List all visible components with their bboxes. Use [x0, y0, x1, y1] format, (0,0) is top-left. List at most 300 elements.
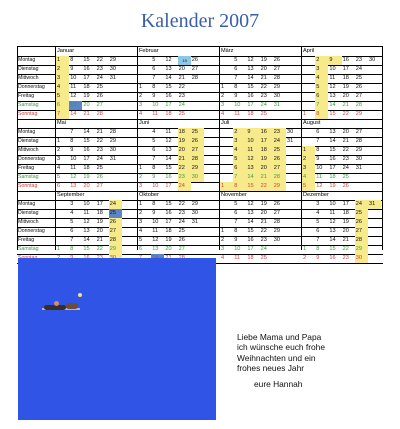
calendar-day: 8 — [233, 182, 246, 191]
calendar-day: 28 — [355, 138, 363, 144]
calendar-day: 27 — [191, 66, 199, 72]
calendar-day: 3 — [70, 201, 74, 207]
calendar-day: 10 — [234, 102, 241, 108]
calendar-day: 7 — [70, 129, 74, 135]
calendar-day: 30 — [191, 173, 204, 182]
calendar-day: 22 — [96, 57, 103, 63]
calendar-day: 15 — [246, 182, 259, 191]
calendar-day: 26 — [96, 93, 103, 99]
calendar-day: 8 — [152, 201, 156, 207]
calendar-day: 10 — [329, 66, 336, 72]
calendar-day: 5 — [302, 182, 315, 191]
calendar-day: 1 — [139, 165, 143, 171]
calendar-day: 25 — [355, 209, 368, 218]
calendar-day: 14 — [165, 156, 172, 162]
calendar-day: 8 — [70, 138, 74, 144]
calendar-day: 20 — [260, 66, 267, 72]
calendar-day: 19 — [342, 84, 349, 90]
calendar-day: 9 — [70, 147, 74, 153]
calendar-day: 22 — [260, 84, 267, 90]
calendar-day: 7 — [152, 75, 156, 81]
calendar-day: 5 — [70, 219, 74, 225]
calendar-day: 2 — [221, 93, 225, 99]
calendar-day: 3 — [56, 74, 69, 83]
calendar-day: 13 — [165, 147, 172, 153]
calendar-day: 12 — [247, 201, 254, 207]
day-label: Dienstag — [18, 210, 39, 216]
month-name: Januar — [57, 48, 75, 54]
calendar-day: 20 — [178, 66, 185, 72]
calendar-day: 20 — [342, 228, 349, 234]
calendar-day: 30 — [109, 147, 117, 153]
calendar-day: 29 — [191, 164, 204, 173]
calendar-day: 31 — [109, 75, 117, 81]
calendar-day: 2 — [139, 174, 143, 180]
calendar-day: 6 — [139, 246, 143, 252]
calendar-day: 21 — [178, 155, 191, 164]
calendar-day: 11 — [234, 111, 240, 117]
calendar-day: 6 — [56, 101, 69, 110]
calendar-day: 31 — [273, 102, 281, 108]
calendar-day: 15 — [329, 147, 336, 153]
calendar-day: 30 — [287, 129, 294, 135]
photo-shape — [66, 303, 78, 309]
calendar-day: 31 — [355, 165, 363, 171]
calendar-day: 26 — [96, 174, 103, 180]
calendar-day: 17 — [83, 156, 90, 162]
calendar-day: 3 — [315, 65, 328, 74]
calendar-day: 28 — [109, 129, 117, 135]
calendar-day: 5 — [139, 237, 143, 243]
calendar-day: 9 — [246, 128, 259, 137]
calendar-day: 26 — [178, 237, 185, 243]
day-label: Montag — [18, 129, 36, 135]
day-label: Montag — [18, 201, 36, 207]
calendar-day: 15 — [329, 111, 336, 117]
calendar-day: 6 — [152, 147, 156, 153]
calendar-day: 8 — [70, 57, 74, 63]
calendar-day: 1 — [303, 246, 307, 252]
calendar-day: 30 — [109, 66, 117, 72]
calendar-day: 13 — [247, 210, 254, 216]
calendar-day: 5 — [234, 57, 238, 63]
month-name: März — [221, 48, 234, 54]
month-name: November — [221, 192, 247, 198]
calendar-day: 19 — [96, 219, 103, 225]
calendar-day: 22 — [342, 246, 349, 252]
calendar-day: 31 — [109, 156, 117, 162]
calendar-day: 2 — [57, 147, 61, 153]
calendar-day: 19 — [329, 183, 336, 189]
calendar-day: 12 — [70, 93, 77, 99]
calendar-day: 6 — [315, 92, 328, 101]
calendar-day: 23 — [178, 173, 191, 182]
calendar-day: 22 — [342, 147, 349, 153]
calendar-day: 4 — [302, 173, 315, 182]
calendar-day: 2 — [56, 65, 69, 74]
month-name: September — [57, 192, 85, 198]
calendar-day: 20 — [260, 164, 273, 173]
calendar-day: 17 — [329, 165, 336, 171]
calendar-day: 10 — [70, 156, 77, 162]
calendar-day: 18 — [165, 111, 172, 117]
calendar-day: 16 — [165, 174, 172, 180]
calendar-day: 12 — [329, 219, 336, 225]
calendar-day: 25 — [260, 255, 267, 261]
calendar-day: 6 — [234, 66, 238, 72]
calendar-day: 9 — [152, 210, 156, 216]
calendar-day: 3 — [221, 102, 225, 108]
calendar-day: 19 — [260, 57, 267, 63]
calendar-day: 8 — [234, 84, 238, 90]
calendar-day: 20 — [96, 228, 103, 234]
calendar-day: 16 — [83, 147, 90, 153]
calendar-day: 24 — [96, 156, 103, 162]
day-label: Dienstag — [18, 138, 39, 144]
calendar-day: 25 — [109, 209, 122, 218]
calendar-day: 19 — [83, 93, 90, 99]
calendar-day: 3 — [139, 183, 143, 189]
calendar-day: 7 — [234, 75, 238, 81]
calendar-day: 17 — [247, 102, 254, 108]
calendar-day: 15 — [83, 138, 90, 144]
calendar-day: 25 — [178, 111, 185, 117]
calendar-day: 6 — [57, 183, 61, 189]
grid-line — [137, 46, 138, 250]
calendar-day: 16 — [329, 156, 336, 162]
calendar-day: 1 — [303, 111, 307, 117]
calendar-day: 22 — [260, 182, 273, 191]
calendar-day: 10 — [234, 246, 241, 252]
calendar-day: 20 — [342, 93, 349, 99]
photo-shape — [78, 293, 82, 297]
calendar-grid — [17, 46, 383, 261]
calendar-day: 6 — [316, 129, 320, 135]
calendar-day: 14 — [70, 111, 77, 117]
calendar-day: 21 — [83, 111, 90, 117]
calendar-day: 29 — [109, 57, 117, 63]
calendar-day: 17 — [96, 201, 103, 207]
calendar-day: 8 — [316, 147, 320, 153]
photo-shape — [54, 301, 59, 306]
calendar-day: 3 — [221, 246, 225, 252]
calendar-day: 16 — [83, 66, 90, 72]
calendar-day: 20 — [165, 246, 172, 252]
calendar-day: 10 — [152, 102, 159, 108]
calendar-day: 3 — [57, 156, 61, 162]
calendar-day: 11 — [246, 146, 259, 155]
calendar-day: 12 — [70, 174, 77, 180]
calendar-day: 25 — [355, 75, 363, 81]
day-label: Sonntag — [18, 183, 38, 189]
grid-line — [55, 46, 56, 250]
calendar-day: 7 — [316, 237, 320, 243]
calendar-day: 26 — [109, 218, 122, 227]
day-label: Sonntag — [18, 111, 38, 117]
calendar-day: 22 — [96, 246, 103, 252]
calendar-day: 14 — [165, 75, 172, 81]
greeting-line: ich wünsche euch frohe — [237, 342, 325, 353]
calendar-day: 13 — [329, 228, 336, 234]
calendar-day: 13 — [70, 183, 77, 189]
calendar-day: 13 — [165, 66, 172, 72]
calendar-day: 6 — [316, 228, 320, 234]
calendar-day: 25 — [260, 111, 267, 117]
calendar-day: 2 — [233, 128, 246, 137]
calendar-day: 5 — [315, 83, 328, 92]
calendar-day: 23 — [178, 93, 185, 99]
calendar-day: 4 — [139, 111, 143, 117]
calendar-day: 29 — [273, 228, 281, 234]
calendar-day: 3 — [139, 219, 143, 225]
greeting-line: frohes neues Jahr — [237, 362, 305, 373]
calendar-day: 12 — [165, 57, 172, 63]
grid-line — [17, 119, 383, 120]
day-label: Montag — [18, 57, 36, 63]
calendar-day: 13 — [329, 93, 336, 99]
calendar-day: 29 — [191, 201, 199, 207]
calendar-day: 31 — [368, 200, 381, 209]
calendar-day: 30 — [369, 57, 376, 63]
calendar-day: 12 — [329, 84, 336, 90]
calendar-day: 10 — [316, 165, 323, 171]
calendar-day: 15 — [247, 84, 254, 90]
calendar-day: 8 — [70, 246, 74, 252]
calendar-day: 19 — [83, 174, 90, 180]
signature: eure Hannah — [254, 379, 303, 389]
calendar-day: 21 — [260, 173, 273, 182]
calendar-day: 30 — [355, 254, 368, 263]
calendar-day: 3 — [233, 137, 246, 146]
calendar-day: 1 — [139, 201, 143, 207]
calendar-day: 5 — [56, 92, 69, 101]
calendar-day: 28 — [273, 219, 281, 225]
calendar-day: 25 — [178, 228, 185, 234]
calendar-day: 11 — [152, 228, 158, 234]
calendar-day: 19 — [178, 56, 191, 65]
calendar-day: 12 — [246, 155, 259, 164]
month-name: Oktober — [139, 192, 159, 198]
calendar-day: 12 — [316, 183, 323, 189]
calendar-day: 4 — [152, 129, 156, 135]
calendar-day: 11 — [70, 84, 76, 90]
calendar-day: 27 — [273, 66, 281, 72]
calendar-day: 11 — [316, 174, 322, 180]
calendar-day: 18 — [342, 75, 349, 81]
calendar-day: 14 — [246, 173, 259, 182]
calendar-day: 23 — [273, 128, 286, 137]
calendar-day: 27 — [96, 183, 103, 189]
calendar-day: 7 — [315, 101, 328, 110]
month-name: Mai — [57, 120, 67, 126]
calendar-day: 24 — [273, 137, 286, 146]
calendar-day: 16 — [165, 210, 172, 216]
calendar-day: 5 — [233, 155, 246, 164]
calendar-day: 5 — [316, 219, 320, 225]
photo — [18, 258, 216, 420]
calendar-day: 11 — [329, 75, 336, 81]
page-title: Kalender 2007 — [140, 10, 260, 32]
calendar-day: 5 — [57, 174, 61, 180]
calendar-day: 15 — [83, 57, 90, 63]
calendar-day: 16 — [247, 93, 254, 99]
calendar-day: 22 — [178, 164, 191, 173]
calendar-day: 1 — [57, 138, 61, 144]
calendar-day: 14 — [329, 102, 336, 108]
calendar-day: 26 — [273, 155, 286, 164]
calendar-day: 20 — [342, 129, 349, 135]
calendar-day: 4 — [57, 165, 61, 171]
calendar-day: 17 — [342, 66, 349, 72]
day-label: Samstag — [18, 174, 39, 180]
calendar-day: 27 — [355, 227, 368, 236]
calendar-day: 29 — [355, 245, 368, 254]
calendar-day: 1 — [221, 84, 225, 90]
calendar-day: 7 — [70, 237, 74, 243]
calendar-day: 24 — [178, 102, 185, 108]
calendar-day: 8 — [315, 110, 328, 119]
calendar-day: 21 — [178, 75, 185, 81]
calendar-day: 30 — [191, 210, 199, 216]
month-name: Dezember — [303, 192, 329, 198]
calendar-day: 24 — [355, 66, 363, 72]
calendar-day: 26 — [355, 84, 363, 90]
calendar-day: 1 — [221, 228, 225, 234]
calendar-day: 7 — [152, 156, 156, 162]
calendar-day: 11 — [83, 210, 90, 216]
day-label: Dienstag — [18, 66, 39, 72]
calendar-day: 11 — [70, 165, 76, 171]
calendar-day: 21 — [260, 219, 267, 225]
calendar-day: 24 — [96, 75, 103, 81]
calendar-day: 21 — [96, 237, 103, 243]
calendar-day: 16 — [342, 57, 349, 63]
calendar-day: 2 — [221, 237, 225, 243]
calendar-day: 4 — [70, 210, 74, 216]
calendar-day: 1 — [139, 84, 143, 90]
calendar-day: 9 — [316, 255, 320, 261]
calendar-day: 29 — [109, 245, 122, 254]
calendar-day: 8 — [234, 228, 238, 234]
day-label: Donnerstag — [18, 84, 45, 90]
calendar-day: 2 — [303, 255, 307, 261]
calendar-day: 28 — [273, 75, 281, 81]
calendar-day: 4 — [221, 255, 225, 261]
calendar-day: 24 — [178, 182, 191, 191]
calendar-day: 29 — [109, 138, 117, 144]
calendar-day: 9 — [70, 66, 74, 72]
calendar-day: 11 — [152, 111, 158, 117]
calendar-day: 15 — [165, 165, 172, 171]
calendar-day: 19 — [342, 219, 349, 225]
calendar-day: 13 — [83, 228, 90, 234]
calendar-day: 20 — [260, 210, 267, 216]
calendar-day: 19 — [260, 155, 273, 164]
calendar-day: 6 — [152, 66, 156, 72]
day-label: Mittwoch — [18, 75, 39, 81]
calendar-day: 18 — [83, 84, 90, 90]
calendar-day: 17 — [165, 183, 172, 189]
calendar-day: 9 — [152, 93, 156, 99]
calendar-day: 23 — [178, 210, 185, 216]
day-label: Freitag — [18, 165, 35, 171]
calendar-day: 23 — [355, 57, 363, 63]
calendar-day: 27 — [96, 102, 103, 108]
calendar-day: 24 — [355, 200, 368, 209]
calendar-day: 22 — [178, 201, 185, 207]
calendar-day: 15 — [83, 246, 90, 252]
grid-line — [219, 46, 220, 250]
month-name: August — [303, 120, 321, 126]
calendar-day: 29 — [355, 147, 363, 153]
calendar-day: 12 — [152, 237, 159, 243]
calendar-day: 11 — [234, 255, 240, 261]
calendar-day: 17 — [260, 137, 273, 146]
calendar-day: 10 — [329, 201, 336, 207]
month-name: Februar — [139, 48, 159, 54]
calendar-day: 7 — [234, 219, 238, 225]
calendar-day: 25 — [96, 84, 103, 90]
calendar-day: 2 — [315, 56, 328, 65]
calendar-day: 28 — [355, 102, 363, 108]
grid-line — [382, 46, 383, 250]
calendar-day: 12 — [165, 138, 172, 144]
month-name: April — [303, 48, 315, 54]
calendar-day: 14 — [247, 219, 254, 225]
calendar-day: 4 — [221, 111, 225, 117]
calendar-day: 12 — [247, 57, 254, 63]
calendar-day: 1 — [302, 146, 315, 155]
calendar-day: 27 — [273, 164, 286, 173]
calendar-day: 15 — [165, 84, 172, 90]
calendar-day: 18 — [83, 165, 90, 171]
calendar-day: 4 — [233, 146, 246, 155]
calendar-day: 7 — [316, 138, 320, 144]
calendar-day: 19 — [165, 237, 172, 243]
calendar-day: 10 — [152, 183, 159, 189]
day-label: Donnerstag — [18, 156, 45, 162]
calendar-day: 3 — [139, 102, 143, 108]
calendar-day: 21 — [342, 138, 349, 144]
calendar-day: 25 — [273, 146, 286, 155]
calendar-day: 27 — [355, 129, 363, 135]
calendar-day: 10 — [83, 201, 90, 207]
calendar-day: 26 — [191, 57, 199, 63]
calendar-day: 18 — [260, 146, 273, 155]
grid-line — [17, 46, 18, 250]
month-name: Juni — [139, 120, 150, 126]
calendar-day: 18 — [165, 228, 172, 234]
calendar-day: 29 — [273, 84, 281, 90]
calendar-day: 2 — [302, 155, 315, 164]
calendar-day: 21 — [96, 129, 103, 135]
calendar-day: 24 — [260, 102, 267, 108]
calendar-day: 18 — [329, 174, 336, 180]
calendar-day: 3 — [302, 164, 315, 173]
calendar-day: 22 — [96, 138, 103, 144]
calendar-day: 14 — [329, 237, 336, 243]
day-label: Mittwoch — [18, 219, 39, 225]
calendar-day: 31 — [191, 219, 199, 225]
calendar-day: 17 — [165, 102, 172, 108]
calendar-day: 1 — [57, 246, 61, 252]
calendar-day: 24 — [342, 165, 349, 171]
calendar-day: 11 — [329, 210, 336, 216]
calendar-day: 23 — [96, 147, 103, 153]
calendar-day: 9 — [234, 237, 238, 243]
calendar-day: 16 — [165, 93, 172, 99]
calendar-day: 27 — [109, 227, 122, 236]
